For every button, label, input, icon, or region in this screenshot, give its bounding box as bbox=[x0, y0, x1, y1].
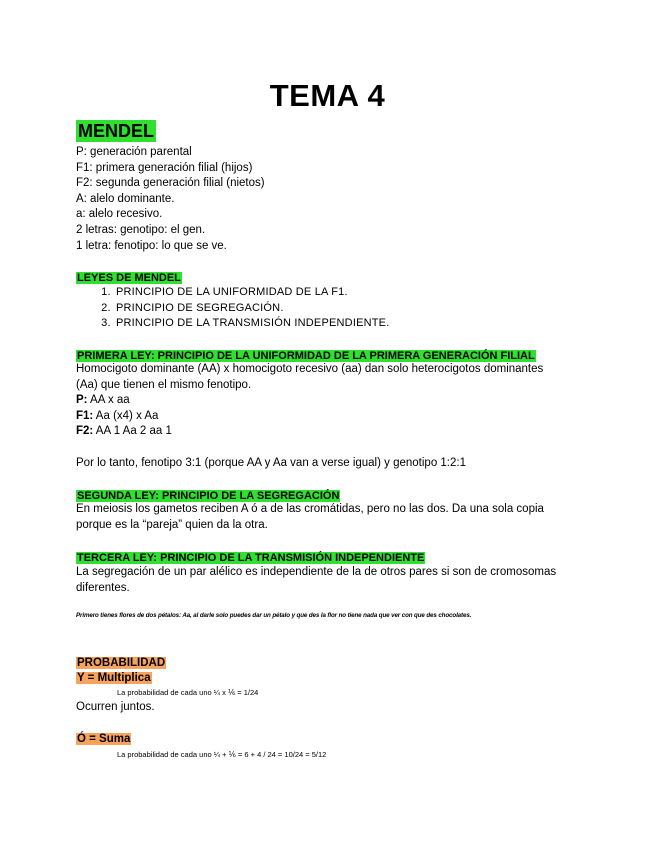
segunda-line: En meiosis los gametos reciben A ó a de las cromátidas, pero no las dos. Da una sola copia bbox=[76, 503, 544, 515]
page-title: TEMA 4 bbox=[269, 78, 386, 113]
definition-line: 2 letras: genotipo: el gen. bbox=[76, 223, 206, 236]
nota-text: Primero tienes flores de dos pétalos: Aa, al darle solo puedes dar un pétalo y que des la flor no tiene nada que ver con que des chocolates. bbox=[76, 612, 472, 619]
tercera-line: diferentes. bbox=[76, 581, 130, 594]
tercera-ley-heading: TERCERA LEY: PRINCIPIO DE LA TRANSMISIÓN INDEPENDIENTE bbox=[77, 552, 425, 564]
definition-line: a: alelo recesivo. bbox=[76, 208, 163, 221]
cross-label: F2: bbox=[76, 425, 94, 438]
primera-conclusion: Por lo tanto, fenotipo 3:1 (porque AA y Aa van a verse igual) y genotipo 1:2:1 bbox=[76, 457, 466, 469]
primera-ley-heading: PRIMERA LEY: PRINCIPIO DE LA UNIFORMIDAD DE LA PRIMERA GENERACIÓN FILIAL bbox=[77, 350, 535, 362]
leyes-list-item: 1. PRINCIPIO DE LA UNIFORMIDAD DE LA F1. bbox=[114, 285, 389, 301]
cross-value: Aa (x4) x Aa bbox=[93, 409, 159, 422]
segunda-line: porque es la “pareja” quien da la otra. bbox=[76, 518, 268, 531]
mendel-heading: MENDEL bbox=[78, 121, 154, 141]
leyes-heading: LEYES DE MENDEL bbox=[77, 272, 181, 284]
probabilidad-heading: PROBABILIDAD bbox=[77, 657, 166, 669]
cross-value: AA 1 Aa 2 aa 1 bbox=[93, 425, 172, 438]
leyes-list bbox=[96, 285, 389, 332]
mendel-definitions bbox=[76, 145, 265, 254]
y-formula: La probabilidad de cada uno ¼ x ⅙ = 1/24 bbox=[117, 688, 259, 697]
primera-line: Homocigoto dominante (AA) x homocigoto recesivo (aa) dan solo heterocigotos dominantes bbox=[76, 363, 544, 375]
primera-ley-body bbox=[76, 362, 576, 440]
primera-line: (Aa) que tienen el mismo fenotipo. bbox=[76, 378, 252, 391]
cross-f1 bbox=[76, 409, 576, 425]
o-suma-heading: Ó = Suma bbox=[77, 733, 131, 745]
y-multiplica-heading: Y = Multiplica bbox=[77, 672, 151, 684]
cross-value: AA x aa bbox=[87, 394, 130, 407]
segunda-ley-body bbox=[76, 502, 576, 533]
segunda-ley-heading: SEGUNDA LEY: PRINCIPIO DE LA SEGREGACIÓN bbox=[77, 490, 340, 502]
leyes-list-item: 2. PRINCIPIO DE SEGREGACIÓN. bbox=[114, 301, 389, 317]
leyes-heading-wrap bbox=[76, 269, 182, 286]
definition-line: P: generación parental bbox=[76, 146, 192, 158]
definition-line: 1 letra: fenotipo: lo que se ve. bbox=[76, 239, 227, 252]
cross-f2 bbox=[76, 424, 576, 440]
y-heading-wrap bbox=[76, 669, 152, 686]
definition-line: A: alelo dominante. bbox=[76, 192, 175, 205]
tercera-ley-body bbox=[76, 565, 576, 596]
y-note: Ocurren juntos. bbox=[76, 701, 155, 713]
cross-label: P: bbox=[76, 394, 88, 407]
definition-line: F2: segunda generación filial (nietos) bbox=[76, 177, 265, 190]
definition-line: F1: primera generación filial (hijos) bbox=[76, 161, 253, 174]
leyes-list-item: 3. PRINCIPIO DE LA TRANSMISIÓN INDEPENDIENTE. bbox=[114, 316, 389, 332]
cross-p bbox=[76, 393, 576, 409]
cross-label: F1: bbox=[76, 409, 94, 422]
tercera-heading-wrap bbox=[76, 549, 425, 566]
o-formula: La probabilidad de cada uno ¼ + ⅙ = 6 + 4 / 24 = 10/24 = 5/12 bbox=[117, 750, 327, 759]
o-heading-wrap bbox=[76, 730, 131, 747]
tercera-line: La segregación de un par alélico es independiente de la de otros pares si son de cromosomas bbox=[76, 566, 557, 578]
